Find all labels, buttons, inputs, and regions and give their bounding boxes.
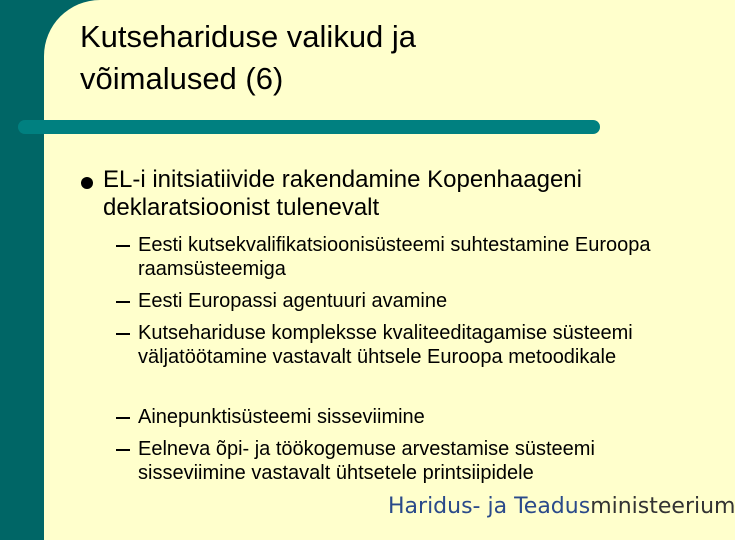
subbullet-1: Eesti kutsekvalifikatsioonisüsteemi suhtestamine Euroopa raamsüsteemiga xyxy=(138,234,651,280)
title-divider xyxy=(18,120,600,134)
subbullet-4: Ainepunktisüsteemi sisseviimine xyxy=(138,406,425,428)
main-bullet: EL-i initsiatiivide rakendamine Kopenhaageni deklaratsioonist tulenevalt xyxy=(103,166,582,221)
dash-icon xyxy=(116,301,130,303)
dash-icon xyxy=(116,333,130,335)
dash-icon xyxy=(116,417,130,419)
slide-title xyxy=(80,16,700,100)
dash-icon xyxy=(116,245,130,247)
logo-part-3: ministeerium xyxy=(590,494,735,519)
title-line-2: võimalused (6) xyxy=(80,61,284,96)
logo-part-1: Haridus- xyxy=(388,494,481,519)
subbullet-3: Kutsehariduse kompleksse kvaliteeditagamise süsteemi väljatöötamine vastavalt ühtsele Euroopa metoodikale xyxy=(138,322,633,368)
subbullet-5: Eelneva õpi- ja töökogemuse arvestamise süsteemi sisseviimine vastavalt ühtsetele printsiipidele xyxy=(138,438,595,484)
title-line-1: Kutsehariduse valikud ja xyxy=(80,19,417,54)
ministry-logo xyxy=(388,490,735,524)
bullet-dot-icon xyxy=(81,177,93,189)
logo-part-2: ja Teadus xyxy=(487,494,591,519)
subbullet-2: Eesti Europassi agentuuri avamine xyxy=(138,290,448,312)
left-accent-bar xyxy=(0,0,44,540)
dash-icon xyxy=(116,449,130,451)
